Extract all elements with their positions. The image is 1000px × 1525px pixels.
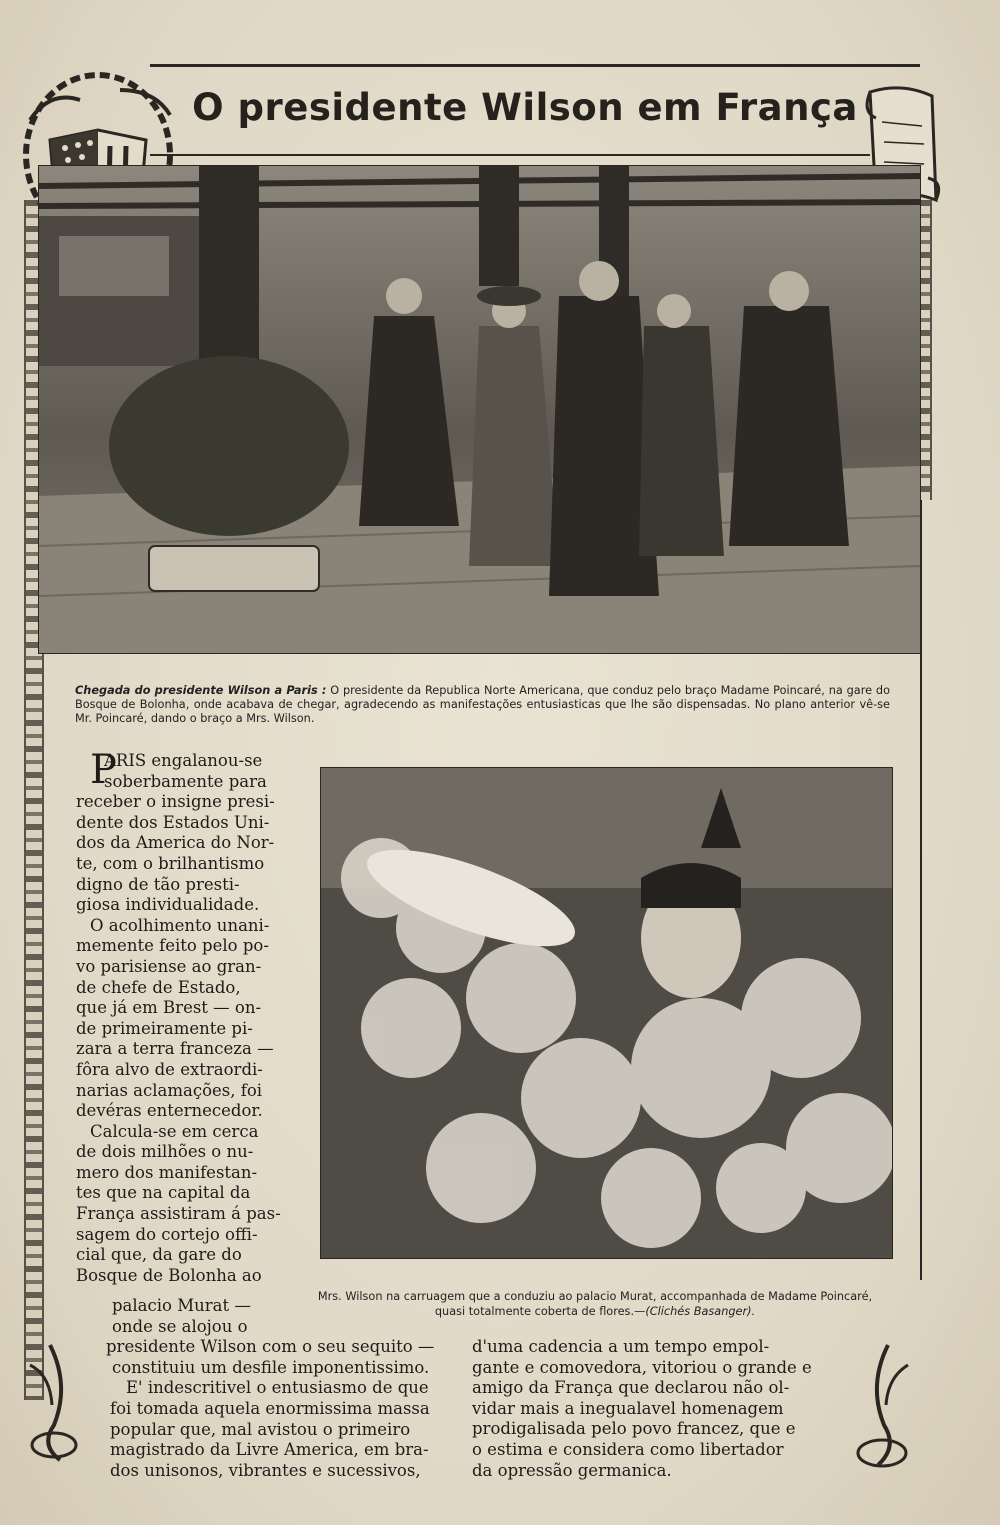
text-line: magistrado da Livre America, em bra- (110, 1440, 429, 1460)
text-line: amigo da França que declarou não ol- (472, 1378, 790, 1398)
text-line: devéras enternecedor. (76, 1101, 263, 1121)
text-line: Bosque de Bolonha ao (76, 1265, 262, 1285)
text-line: vidar mais a inegualavel homenagem (472, 1398, 784, 1418)
text-line: E' indescritivel o entusiasmo de que (126, 1378, 429, 1398)
text-line: de chefe de Estado, (76, 977, 241, 997)
text-line: de dois milhões o nu- (76, 1142, 254, 1162)
text-line: receber o insigne presi- (76, 792, 275, 812)
text-line: fôra alvo de extraordi- (76, 1059, 263, 1079)
text-line: que já em Brest — on- (76, 998, 262, 1018)
text-line: te, com o brilhantismo (76, 853, 265, 873)
page-title: O presidente Wilson em França (192, 86, 858, 129)
lily-ornament-left-icon (20, 1335, 90, 1465)
text-line: foi tomada aquela enormissima massa (110, 1398, 430, 1418)
caption-lead: Chegada do presidente Wilson a Paris : (75, 684, 327, 697)
text-line: dos unisonos, vibrantes e sucessivos, (110, 1460, 421, 1480)
text-line: mero dos manifestan- (76, 1162, 258, 1182)
text-line: dos da America do Nor- (76, 833, 275, 853)
text-line: ARIS engalanou-se (104, 751, 263, 770)
text-line: narias aclamações, foi (76, 1080, 263, 1100)
arrival-photo (38, 165, 921, 654)
text-line: popular que, mal avistou o primeiro (110, 1419, 411, 1439)
text-line: França assistiram á pas- (76, 1204, 281, 1224)
text-line: cial que, da gare do (76, 1245, 242, 1265)
text-line: palacio Murat — (112, 1296, 251, 1315)
text-line: sagem do cortejo offi- (76, 1224, 258, 1244)
photo-credit: (Clichés Basanger). (645, 1305, 756, 1318)
lily-ornament-right-icon (838, 1335, 918, 1475)
text-line: tes que na capital da (76, 1183, 251, 1203)
text-line: memente feito pelo po- (76, 936, 269, 956)
text-line: dente dos Estados Uni- (76, 812, 270, 832)
top-photo-caption (75, 684, 890, 726)
text-line: Calcula-se em cerca (90, 1121, 259, 1141)
article-bottom-column (98, 1296, 448, 1481)
text-line: gante e comovedora, vitoriou o grande e (472, 1357, 812, 1377)
text-line: O acolhimento unani- (90, 915, 270, 935)
text-line: o estima e considera como libertador (472, 1439, 784, 1459)
text-line: d'uma cadencia a um tempo empol- (472, 1337, 770, 1356)
text-line: digno de tão presti- (76, 874, 240, 894)
caption-text: Mrs. Wilson na carruagem que a conduziu ao palacio Murat, accompanhada de Madame Poincaré, quasi totalmente coberta de flores.— (317, 1290, 873, 1318)
text-line: constituiu um desfile imponentissimo. (112, 1357, 430, 1377)
text-line: prodigalisada pelo povo francez, que e (472, 1419, 796, 1439)
text-line: de primeiramente pi- (76, 1018, 253, 1038)
flowers-photo (320, 767, 893, 1259)
caption-text: O presidente da Republica Norte Americana, que conduz pelo braço Madame Poincaré, na gare do Bosque de Bolonha, onde acabava de chegar, agradecendo as manifestações entusiasticas que lhe são dispensadas. No plano anterior vê-se Mr. Poincaré, dando o braço a Mrs. Wilson. (75, 684, 890, 725)
text-line: giosa individualidade. (76, 895, 260, 915)
text-line: soberbamente para (104, 771, 267, 791)
drop-cap: P (90, 747, 117, 793)
text-line: da opressão germanica. (472, 1460, 672, 1480)
article-right-column (472, 1337, 822, 1481)
article-left-column (76, 747, 281, 1286)
frame-top-border (150, 64, 920, 67)
text-line: presidente Wilson com o seu sequito — (106, 1337, 435, 1357)
text-line: zara a terra franceza — (76, 1039, 274, 1059)
text-line: vo parisiense ao gran- (76, 956, 262, 976)
frame-title-underline (150, 154, 870, 156)
text-line: onde se alojou o (112, 1316, 248, 1336)
